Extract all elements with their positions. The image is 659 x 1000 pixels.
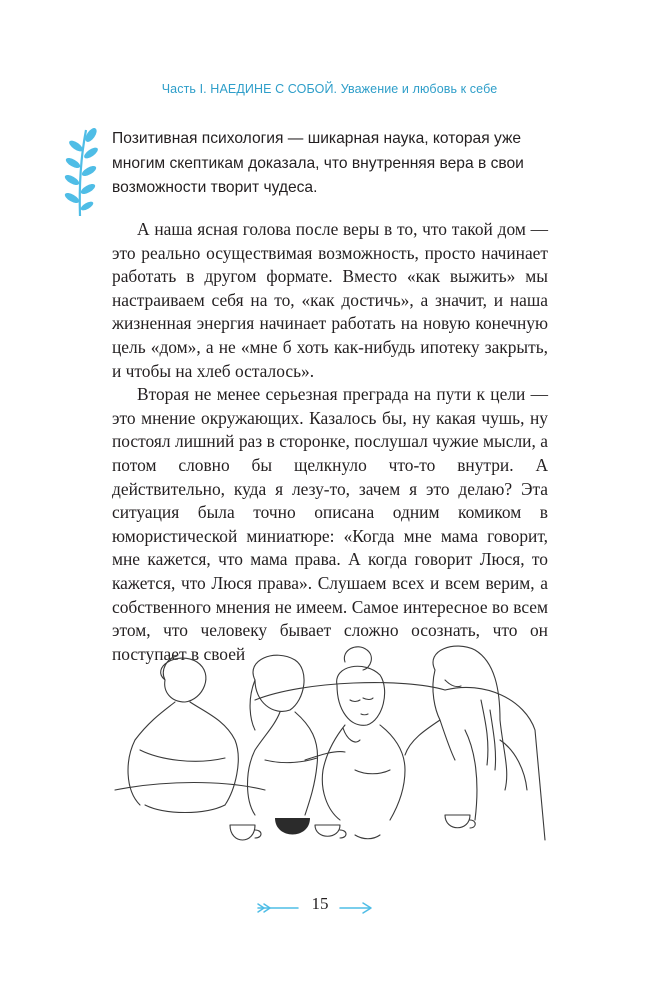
callout-quote: Позитивная психология — шикарная наука, которая уже многим скептикам доказала, что внутренняя вера в свои возможности творит чудеса. (112, 130, 524, 196)
paragraph: Вторая не менее серьезная преграда на пути к цели — это мнение окружающих. Казалось бы, ну какая чушь, ну постоял лишний раз в сторонке, послушал чужие мысли, а потом словно бы щелкнуло что-то внутри. А действительно, куда я лезу-то, зачем я это делаю? Эта ситуация была точно описана одним комиком в юмористической миниатюре: «Когда мне мама говорит, мне кажется, что мама права. А когда говорит Люся, то кажется, что Люся права». Слушаем всех и всем верим, а собственного мнения не имеем. Самое интересное во всем этом, что человеку бывает сложно осознать, что он поступает в своей (112, 384, 548, 664)
body-text (112, 218, 548, 666)
arrow-head-icon (338, 901, 374, 915)
page-footer (0, 893, 659, 923)
paragraph: А наша ясная голова после веры в то, что такой дом — это реально осуществимая возможность, просто начинает работать в другом формате. Вместо «как выжить» мы настраиваем себя на то, «как достичь», а значит, и наша жизненная энергия начинает работать на новую конечную цель «дом», а не «мне б хоть как-нибудь ипотеку закрыть, и чтобы на хлеб осталось». (112, 219, 548, 381)
leaf-branch-icon (62, 126, 104, 218)
arrow-tail-icon (256, 901, 300, 915)
women-on-sofa-illustration (105, 640, 560, 880)
running-header: Часть I. НАЕДИНЕ С СОБОЙ. Уважение и любовь к себе (161, 82, 498, 96)
page-number: 15 (311, 894, 329, 913)
